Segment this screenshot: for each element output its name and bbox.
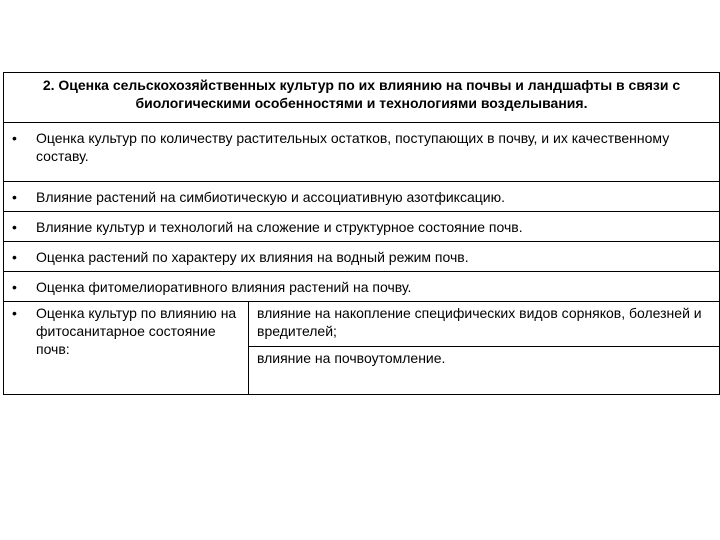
sub-item-weeds: влияние на накопление специфических видов сорняков, болезней и вредителей; — [249, 302, 719, 347]
table-row — [4, 123, 720, 182]
list-item — [4, 302, 248, 394]
bullet-icon: • — [12, 130, 17, 146]
list-item — [4, 242, 719, 271]
list-item — [4, 182, 719, 211]
right-cell — [249, 302, 720, 395]
bullet-icon: • — [12, 219, 17, 235]
content-table — [3, 72, 720, 395]
list-item — [4, 212, 719, 241]
list-item-text: Оценка растений по характеру их влияния на водный режим почв. — [36, 249, 469, 265]
title-row — [4, 73, 720, 123]
list-item-text: Влияние культур и технологий на сложение и структурное состояние почв. — [36, 219, 523, 235]
left-cell — [4, 302, 249, 395]
sub-item-soil-fatigue: влияние на почвоутомление. — [257, 350, 446, 366]
table-row — [4, 302, 720, 395]
table-row — [4, 242, 720, 272]
bullet-icon: • — [12, 305, 17, 321]
list-item-text: Влияние растений на симбиотическую и ассоциативную азотфиксацию. — [36, 189, 505, 205]
list-item — [4, 123, 719, 181]
list-item-text: Оценка фитомелиоративного влияния растений на почву. — [36, 279, 412, 295]
list-item — [4, 272, 719, 301]
list-item-text: Оценка культур по количеству растительных остатков, поступающих в почву, и их качественному составу. — [36, 130, 670, 164]
bullet-icon: • — [12, 279, 17, 295]
bullet-icon: • — [12, 249, 17, 265]
table-row — [4, 182, 720, 212]
bullet-icon: • — [12, 189, 17, 205]
list-item-text: Оценка культур по влиянию на фитосанитарное состояние почв: — [36, 305, 237, 357]
table-title: 2. Оценка сельскохозяйственных культур по их влиянию на почвы и ландшафты в связи с биологическими особенностями и технологиями возделывания. — [4, 73, 720, 123]
table-row — [4, 212, 720, 242]
table-row — [4, 272, 720, 302]
